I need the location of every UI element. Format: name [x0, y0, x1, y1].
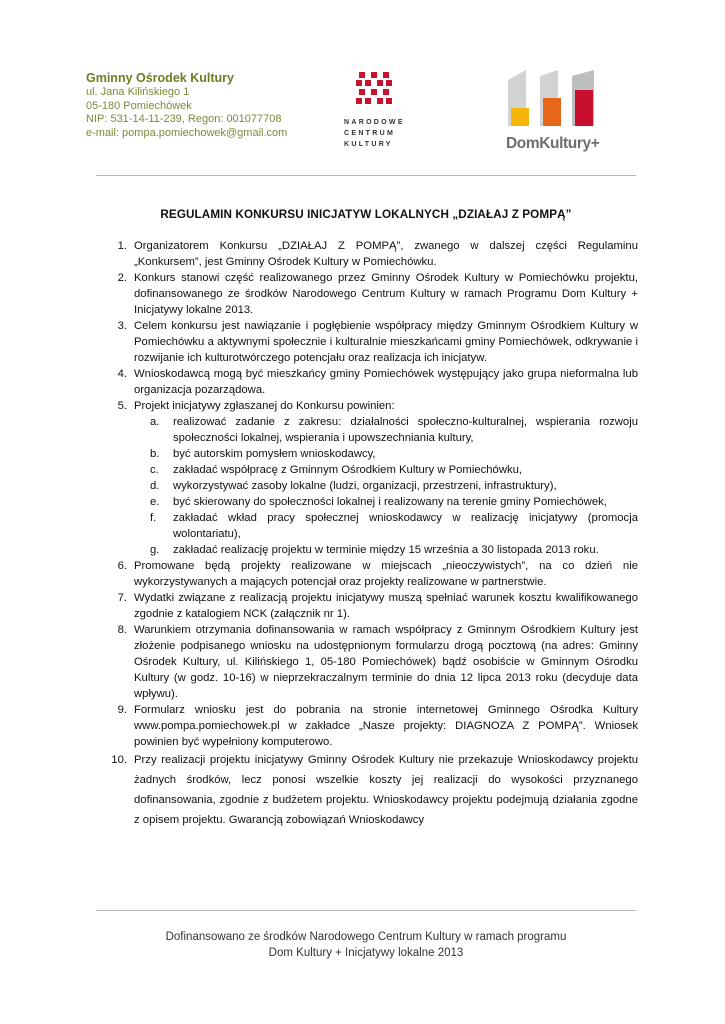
list-item — [106, 702, 638, 750]
item-text: Warunkiem otrzymania dofinansowania w ramach współpracy z Gminnym Ośrodkiem Kultury jest złożenie podpisanego wniosku na udostępnionym formularzu drogą pocztową (na adres: Gminny Ośrodek Kultury, ul. Kilińskiego 1, 05-180 Pomiechówek) bądź osobiście w Gminnym Ośrodku Kultury (w godz. 10-16) w nieprzekraczalnym terminie do dnia 12 lipca 2013 roku (decyduje data wpływu). — [134, 624, 638, 700]
item-text: Przy realizacji projektu inicjatywy Gminny Ośrodek Kultury nie przekazuje Wnioskodawcy projektu żadnych środków, lecz ponosi wszelkie koszty jej realizacji do wysokości przyznanego dofinansowania, zgodnie z budżetem projektu. Wnioskodawcy projektu podejmują działania zgodne z opisem projektu. Gwarancją zobowiązań Wnioskodawcy — [134, 754, 638, 826]
item-text: Organizatorem Konkursu „DZIAŁAJ Z POMPĄ”, zwanego w dalszej części Regulaminu „Konkursem”, jest Gminny Ośrodek Kultury w Pomiechówku. — [134, 240, 638, 268]
item-number: 5. — [117, 400, 127, 412]
item-number: 7. — [117, 592, 127, 604]
item-number: 4. — [117, 368, 127, 380]
sub-item-text: zakładać realizację projektu w terminie między 15 września a 30 listopada 2013 roku. — [173, 544, 599, 556]
item-text: Celem konkursu jest nawiązanie i pogłębienie współpracy między Gminnym Ośrodkiem Kultury w Pomiechówku a aktywnymi społecznie i kulturalnie mieszkańcami gminy Pomiechówek, odkrywanie i rozwijanie ich kulturotwórczego potencjału oraz realizacja ich inicjatyw. — [134, 320, 638, 364]
nck-logo-line-3: KULTURY — [344, 141, 393, 148]
list-item — [106, 622, 638, 702]
list-item — [106, 238, 638, 270]
sub-item — [134, 462, 638, 478]
item-text: Wnioskodawcą mogą być mieszkańcy gminy Pomiechówek występujący jako grupa nieformalna lub organizacja pozarządowa. — [134, 368, 638, 396]
item-number: 8. — [117, 624, 127, 636]
org-nip-regon: NIP: 531-14-11-239, Regon: 001077708 — [86, 113, 282, 126]
sub-item-letter: a. — [150, 416, 160, 428]
nck-logo-line-1: NARODOWE — [344, 119, 405, 126]
domkultury-logo-text: DomKultury+ — [506, 135, 600, 152]
nck-logo-line-2: CENTRUM — [344, 130, 396, 137]
item-text: Projekt inicjatywy zgłaszanej do Konkursu powinien: — [134, 400, 395, 412]
sub-item-text: być autorskim pomysłem wnioskodawcy, — [173, 448, 376, 460]
sub-item — [134, 542, 638, 558]
sub-item-text: zakładać wkład pracy społecznej wnioskodawcy w realizację inicjatywy (promocja wolontariatu), — [173, 512, 638, 540]
footer-divider — [96, 910, 636, 911]
sub-item-text: realizować zadanie z zakresu: działalności społeczno-kulturalnej, wspierania rozwoju społeczności lokalnej, wspierania i upowszechniania kultury, — [173, 416, 638, 444]
item-number: 1. — [117, 240, 127, 252]
organization-header — [86, 71, 326, 140]
item-number: 10. — [111, 754, 127, 766]
nck-crown-icon — [356, 70, 392, 108]
nck-logo — [336, 70, 406, 150]
item-number: 3. — [117, 320, 127, 332]
item-number: 6. — [117, 560, 127, 572]
list-item — [106, 270, 638, 318]
sub-item — [134, 494, 638, 510]
header-divider — [96, 175, 636, 176]
list-item — [106, 398, 638, 558]
sub-item-letter: f. — [150, 512, 157, 524]
item-text: Formularz wniosku jest do pobrania na stronie internetowej Gminnego Ośrodka Kultury www.pompa.pomiechowek.pl w zakładce „Nasze projekty: DIAGNOZA Z POMPĄ”. Wniosek powinien być wypełniony komputerowo. — [134, 704, 638, 748]
list-item — [106, 366, 638, 398]
document-title: REGULAMIN KONKURSU INICJATYW LOKALNYCH „DZIAŁAJ Z POMPĄ” — [160, 208, 572, 221]
sub-item-text: być skierowany do społeczności lokalnej i realizowany na terenie gminy Pomiechówek, — [173, 496, 607, 508]
regulation-list — [106, 238, 638, 830]
sub-item-letter: e. — [150, 496, 160, 508]
sub-item — [134, 478, 638, 494]
sub-item-letter: b. — [150, 448, 160, 460]
sub-item — [134, 446, 638, 462]
org-address-street: ul. Jana Kilińskiego 1 — [86, 86, 190, 98]
list-item — [106, 318, 638, 366]
list-item — [106, 590, 638, 622]
footer-line-2: Dom Kultury + Inicjatywy lokalne 2013 — [268, 946, 464, 959]
org-email: e-mail: pompa.pomiechowek@gmail.com — [86, 126, 288, 139]
domkultury-house-icon — [506, 70, 598, 126]
footer — [96, 930, 636, 961]
sub-item — [134, 414, 638, 446]
sub-item-letter: c. — [150, 464, 159, 476]
footer-line-1: Dofinansowano ze środków Narodowego Centrum Kultury w ramach programu — [165, 931, 567, 943]
nck-logo-text — [336, 117, 406, 150]
item-number: 9. — [117, 704, 127, 716]
sub-item — [134, 510, 638, 542]
sub-item-text: zakładać współpracę z Gminnym Ośrodkiem Kultury w Pomiechówku, — [173, 464, 523, 476]
sub-item-letter: d. — [150, 480, 160, 492]
list-item — [106, 750, 638, 830]
item-text: Wydatki związane z realizacją projektu inicjatywy muszą spełniać warunek kosztu kwalifikowanego zgodnie z katalogiem NCK (załącznik nr 1). — [134, 592, 638, 620]
org-name: Gminny Ośrodek Kultury — [86, 71, 234, 85]
domkultury-logo — [506, 70, 606, 153]
list-item — [106, 558, 638, 590]
sub-item-letter: g. — [150, 544, 160, 556]
org-address-city: 05-180 Pomiechówek — [86, 99, 192, 112]
sub-item-text: wykorzystywać zasoby lokalne (ludzi, organizacji, przestrzeni, infrastruktury), — [173, 480, 557, 492]
item-number: 2. — [117, 272, 127, 284]
item-text: Promowane będą projekty realizowane w miejscach „nieoczywistych”, na co dzień nie wykorzystywanych a mających potencjał oraz projekty realizowane w partnerstwie. — [134, 560, 638, 588]
item-text: Konkurs stanowi część realizowanego przez Gminny Ośrodek Kultury w Pomiechówku projektu, dofinansowanego ze środków Narodowego Centrum Kultury w ramach Programu Dom Kultury + Inicjatywy lokalne 2013. — [134, 272, 638, 316]
